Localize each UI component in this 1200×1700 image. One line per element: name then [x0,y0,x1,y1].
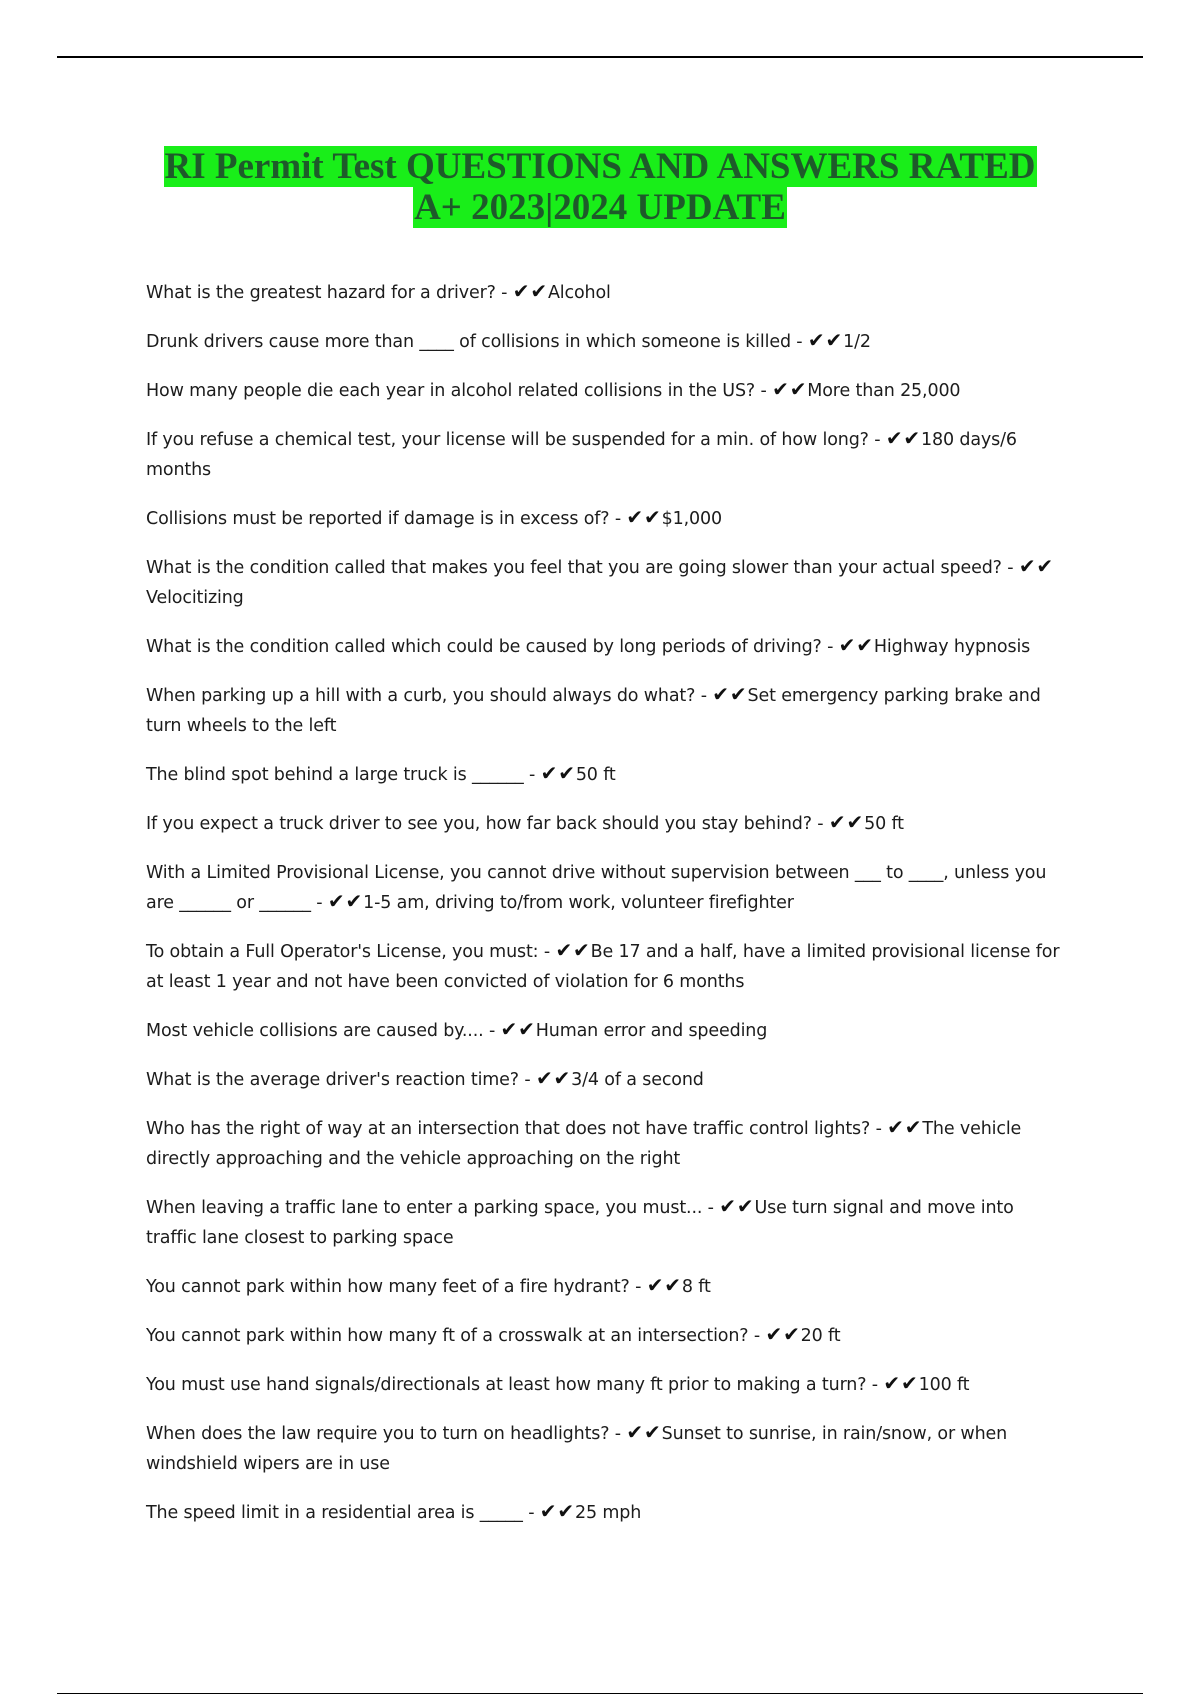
check-mark-icon: ✔ [1018,554,1036,578]
answer-text: 20 ft [800,1326,841,1346]
question-text: Collisions must be reported if damage is in excess of? - [146,509,621,529]
answer-text: 180 days/6 months [146,430,1017,480]
check-mark-icon: ✔ [789,377,807,401]
question-text: When does the law require you to turn on headlights? - [146,1424,621,1444]
question-answer-list [146,278,1066,1547]
check-mark-icon: ✔ [644,1420,661,1444]
question-text: When leaving a traffic lane to enter a parking space, you must... - [146,1198,714,1218]
check-mark-icon: ✔ [904,1115,922,1139]
check-mark-icon: ✔ [646,1273,664,1297]
check-mark-icon: ✔ [1036,554,1054,578]
question-text: Most vehicle collisions are caused by.... - [146,1021,496,1041]
answer-text: $1,000 [661,509,722,529]
answer-text: 1/2 [843,332,871,352]
answer-text: Human error and speeding [535,1021,768,1041]
check-mark-icon: ✔ [712,682,729,706]
qa-item [146,1419,1066,1479]
qa-item [146,1016,1066,1046]
question-text: What is the condition called that makes you feel that you are going slower than your actual speed? - [146,558,1014,578]
check-mark-icon: ✔ [573,938,590,962]
question-text: The speed limit in a residential area is _____ - [146,1503,535,1523]
answer-text: The vehicle directly approaching and the vehicle approaching on the right [146,1119,1022,1169]
check-mark-icon: ✔ [903,426,921,450]
qa-item [146,760,1066,790]
check-mark-icon: ✔ [719,1194,736,1218]
question-text: How many people die each year in alcohol related collisions in the US? - [146,381,767,401]
answer-text: Velocitizing [146,588,244,608]
qa-item [146,858,1066,918]
answer-text: Set emergency parking brake and turn wheels to the left [146,686,1041,736]
check-mark-icon: ✔ [846,810,864,834]
title-line-1: RI Permit Test QUESTIONS AND ANSWERS RATED [164,146,1036,187]
check-mark-icon: ✔ [555,938,573,962]
qa-item [146,278,1066,308]
question-text: When parking up a hill with a curb, you should always do what? - [146,686,707,706]
check-mark-icon: ✔ [765,1322,783,1346]
question-text: Drunk drivers cause more than ____ of collisions in which someone is killed - [146,332,803,352]
answer-text: 8 ft [681,1277,711,1297]
qa-item [146,1272,1066,1302]
check-mark-icon: ✔ [539,1499,557,1523]
qa-item [146,681,1066,741]
answer-text: Highway hypnosis [873,637,1031,657]
qa-item [146,425,1066,485]
check-mark-icon: ✔ [828,810,846,834]
check-mark-icon: ✔ [885,426,903,450]
question-text: If you refuse a chemical test, your license will be suspended for a min. of how long? - [146,430,881,450]
bottom-rule [57,1693,1143,1694]
title-line-2: A+ 2023|2024 UPDATE [414,187,786,228]
check-mark-icon: ✔ [553,1066,571,1090]
answer-text: 25 mph [575,1503,642,1523]
check-mark-icon: ✔ [518,1017,535,1041]
qa-item [146,1370,1066,1400]
check-mark-icon: ✔ [664,1273,681,1297]
qa-item [146,1321,1066,1351]
answer-text: Use turn signal and move into traffic lane closest to parking space [146,1198,1014,1248]
check-mark-icon: ✔ [557,1499,574,1523]
check-mark-icon: ✔ [540,761,558,785]
check-mark-icon: ✔ [530,279,547,303]
question-text: With a Limited Provisional License, you cannot drive without supervision between ___ to ____, unless you are ______ or ______ - [146,863,1047,913]
qa-item [146,1114,1066,1174]
qa-item [146,1193,1066,1253]
check-mark-icon: ✔ [626,505,644,529]
answer-text: 50 ft [864,814,904,834]
check-mark-icon: ✔ [327,889,345,913]
answer-text: 1-5 am, driving to/from work, volunteer firefighter [363,893,794,913]
check-mark-icon: ✔ [535,1066,553,1090]
answer-text: More than 25,000 [807,381,961,401]
check-mark-icon: ✔ [887,1115,904,1139]
check-mark-icon: ✔ [883,1371,900,1395]
check-mark-icon: ✔ [838,633,856,657]
check-mark-icon: ✔ [644,505,661,529]
question-text: You cannot park within how many feet of a fire hydrant? - [146,1277,642,1297]
check-mark-icon: ✔ [500,1017,518,1041]
check-mark-icon: ✔ [345,889,363,913]
answer-text: 3/4 of a second [571,1070,704,1090]
answer-text: 100 ft [918,1375,970,1395]
qa-item [146,504,1066,534]
qa-item [146,809,1066,839]
check-mark-icon: ✔ [856,633,873,657]
qa-item [146,937,1066,997]
qa-item [146,327,1066,357]
question-text: What is the greatest hazard for a driver? - [146,283,508,303]
question-text: What is the condition called which could be caused by long periods of driving? - [146,637,834,657]
check-mark-icon: ✔ [729,682,747,706]
question-text: If you expect a truck driver to see you, how far back should you stay behind? - [146,814,824,834]
check-mark-icon: ✔ [825,328,843,352]
answer-text: Sunset to sunrise, in rain/snow, or when windshield wipers are in use [146,1424,1008,1474]
check-mark-icon: ✔ [807,328,825,352]
check-mark-icon: ✔ [901,1371,918,1395]
document-title [60,146,1140,228]
top-rule [57,56,1143,58]
question-text: The blind spot behind a large truck is ______ - [146,765,536,785]
check-mark-icon: ✔ [736,1194,754,1218]
check-mark-icon: ✔ [512,279,530,303]
question-text: You must use hand signals/directionals at least how many ft prior to making a turn? - [146,1375,878,1395]
question-text: To obtain a Full Operator's License, you must: - [146,942,551,962]
qa-item [146,632,1066,662]
answer-text: Be 17 and a half, have a limited provisional license for at least 1 year and not have been convicted of violation for 6 months [146,942,1060,992]
answer-text: 50 ft [575,765,616,785]
check-mark-icon: ✔ [783,1322,800,1346]
check-mark-icon: ✔ [626,1420,643,1444]
qa-item [146,376,1066,406]
check-mark-icon: ✔ [772,377,789,401]
question-text: You cannot park within how many ft of a crosswalk at an intersection? - [146,1326,761,1346]
answer-text: Alcohol [547,283,611,303]
check-mark-icon: ✔ [558,761,575,785]
question-text: What is the average driver's reaction time? - [146,1070,531,1090]
qa-item [146,1498,1066,1528]
qa-item [146,553,1066,613]
question-text: Who has the right of way at an intersection that does not have traffic control lights? - [146,1119,882,1139]
qa-item [146,1065,1066,1095]
